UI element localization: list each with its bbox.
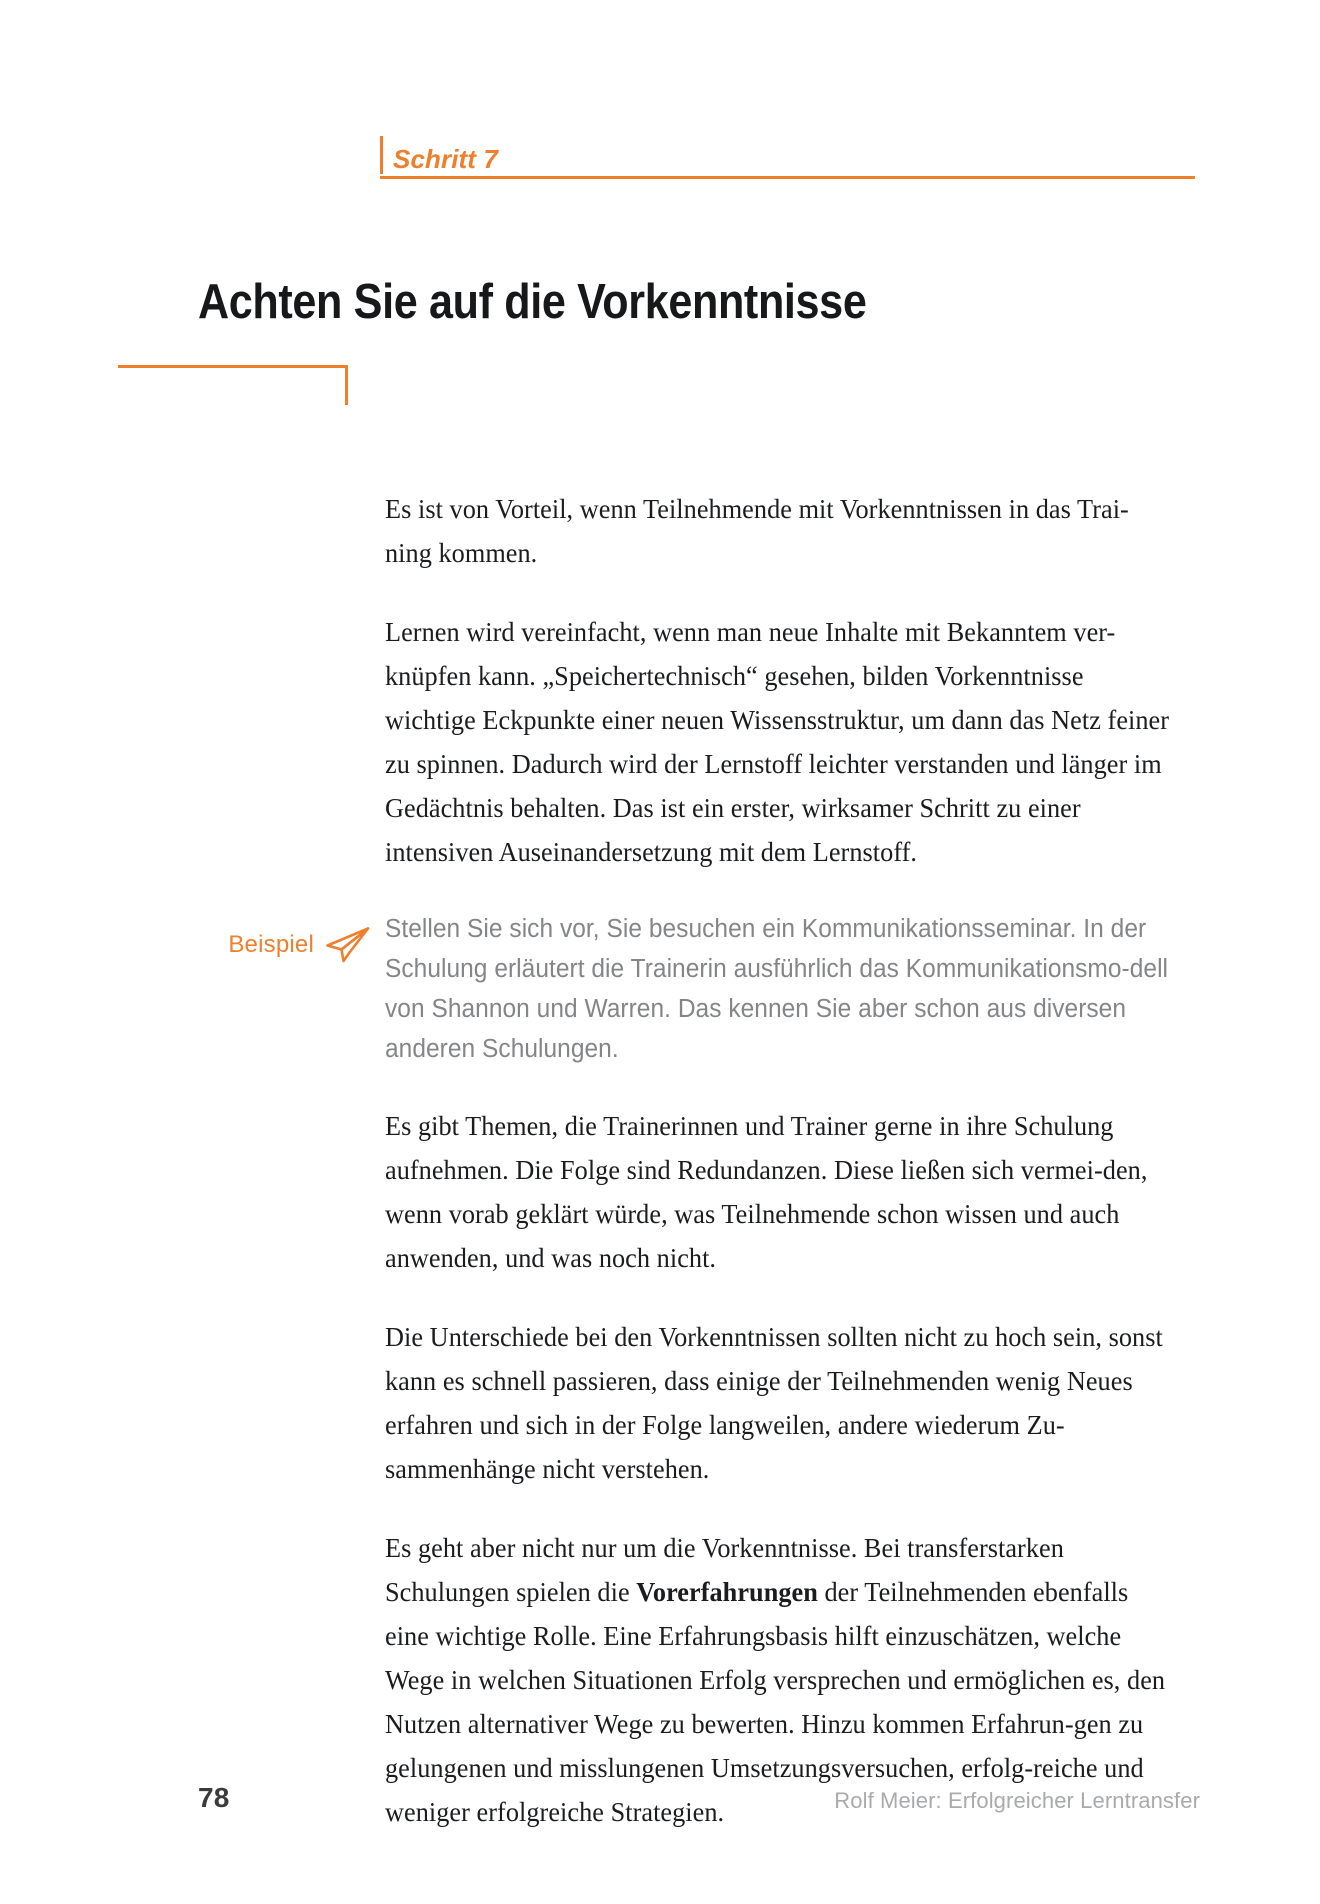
example-text: Stellen Sie sich vor, Sie besuchen ein Kommunikationsseminar. In der Schulung erläutert die Trainerin ausführlich das Kommunikationsmo-dell von Shannon und Warren. Das kennen Sie aber schon aus diversen anderen Schulungen. xyxy=(385,915,1169,1063)
body-paragraph-5-emphasis: Vorerfahrungen xyxy=(636,1576,818,1607)
step-header-horizontal-rule xyxy=(380,176,1195,179)
footer-credit: Rolf Meier: Erfolgreicher Lerntransfer xyxy=(834,1788,1200,1813)
example-callout xyxy=(228,909,1208,1069)
body-paragraph-5-tail: der Teilnehmenden ebenfalls eine wichtige Rolle. Eine Erfahrungsbasis hilft einzuschätzen, welche Wege in welchen Situationen Erfolg versprechen und ermöglichen es, den Nutzen alternativer Wege zu bewerten. Hinzu kommen Erfahrun-gen zu gelungenen und misslungenen Umsetzungsversuchen, erfolg-reiche und weniger erfolgreiche Strategien. xyxy=(385,1576,1166,1827)
bracket-vertical-line xyxy=(345,365,348,405)
step-header xyxy=(380,132,1195,179)
example-marker-label: Beispiel xyxy=(228,931,314,958)
body-paragraph-3: Es gibt Themen, die Trainerinnen und Trainer gerne in ihre Schulung aufnehmen. Die Folge sind Redundanzen. Diese ließen sich vermei-den, wenn vorab geklärt würde, was Teilnehmende schon wissen und auch anwenden, und was noch nicht. xyxy=(385,1110,1148,1273)
step-label: Schritt 7 xyxy=(393,144,498,174)
body-paragraph-1: Es ist von Vorteil, wenn Teilnehmende mit Vorkenntnissen in das Trai-ning kommen. xyxy=(385,493,1129,568)
footer-page-number: 78 xyxy=(198,1782,230,1813)
page-title: Achten Sie auf die Vorkenntnisse xyxy=(198,274,867,329)
decorative-bracket xyxy=(118,365,348,405)
step-header-row xyxy=(380,132,1195,174)
body-paragraph-5-lead: Es geht aber nicht nur um die Vorkenntnisse. Bei transferstarken Schulungen spielen die xyxy=(385,1532,1064,1607)
example-marker xyxy=(150,925,370,965)
body-paragraph-4: Die Unterschiede bei den Vorkenntnissen sollten nicht zu hoch sein, sonst kann es schnell passieren, dass einige der Teilnehmenden wenig Neues erfahren und sich in der Folge langweilen, andere wiederum Zu-sammenhänge nicht verstehen. xyxy=(385,1321,1163,1484)
body-content xyxy=(228,487,1208,1834)
paper-plane-icon xyxy=(324,925,370,965)
body-paragraph-2: Lernen wird vereinfacht, wenn man neue Inhalte mit Bekanntem ver-knüpfen kann. „Speichertechnisch“ gesehen, bilden Vorkenntnisse wichtige Eckpunkte einer neuen Wissensstruktur, um dann das Netz feiner zu spinnen. Dadurch wird der Lernstoff leichter verstanden und länger im Gedächtnis behalten. Das ist ein erster, wirksamer Schritt zu einer intensiven Auseinandersetzung mit dem Lernstoff. xyxy=(385,616,1170,867)
bracket-horizontal-line xyxy=(118,365,348,368)
